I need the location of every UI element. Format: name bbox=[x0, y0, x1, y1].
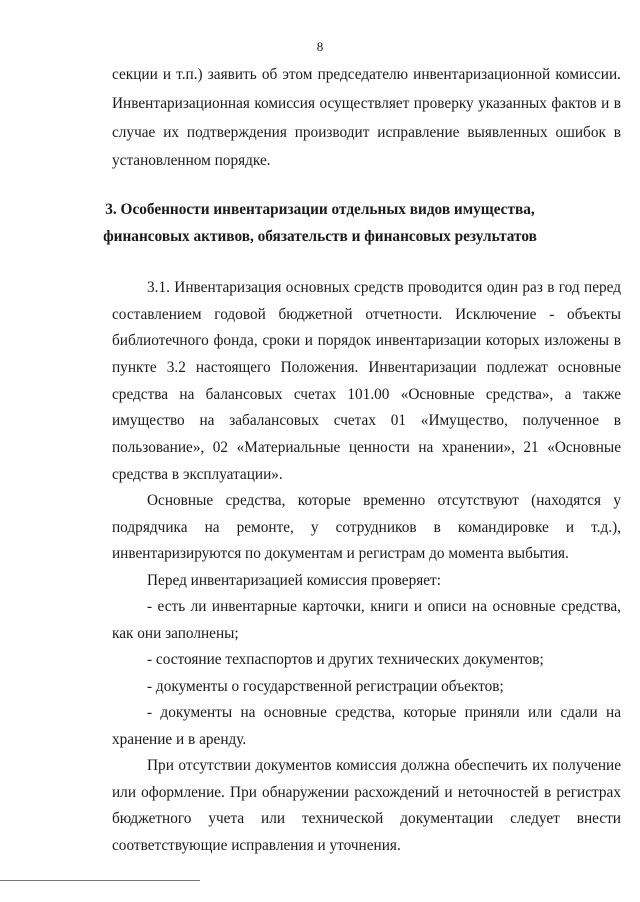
check-cards-line-1: - есть ли инвентарные карточки, книги и описи на основные средства, bbox=[147, 598, 621, 615]
section-3-1-line-6: имущество на забалансовых счетах 01 «Имущество, полученное в bbox=[112, 412, 621, 429]
section-heading-line-1: 3. Особенности инвентаризации отдельных видов имущества, bbox=[105, 201, 535, 218]
section-3-1-line-2: составлением годовой бюджетной отчетности. Исключение - объекты bbox=[112, 306, 621, 323]
section-3-1-line-5: средства на балансовых счетах 101.00 «Основные средства», а также bbox=[112, 386, 621, 403]
section-3-1-line-7: пользование», 02 «Материальные ценности на хранении», 21 «Основные bbox=[112, 439, 621, 456]
check-registration: - документы о государственной регистрации объектов; bbox=[147, 678, 504, 695]
check-storage-line-2: хранение и в аренду. bbox=[112, 731, 247, 748]
intro-line-1: секции и т.п.) заявить об этом председателю инвентаризационной комиссии. bbox=[112, 66, 621, 83]
missing-docs-line-2: или оформление. При обнаружении расхождений и неточностей в регистрах bbox=[112, 784, 621, 801]
checks-intro: Перед инвентаризацией комиссия проверяет: bbox=[147, 572, 441, 589]
intro-line-3: случае их подтверждения производит исправление выявленных ошибок в bbox=[112, 124, 621, 141]
section-3-1-line-8: средства в эксплуатации». bbox=[112, 466, 283, 483]
missing-docs-line-4: соответствующие исправления и уточнения. bbox=[112, 837, 401, 854]
missing-docs-line-3: бюджетного учета или технической документации следует внести bbox=[112, 810, 621, 827]
check-cards-line-2: как они заполнены; bbox=[112, 625, 239, 642]
missing-docs-line-1: При отсутствии документов комиссия должна обеспечить их получение bbox=[147, 757, 621, 774]
absent-assets-line-1: Основные средства, которые временно отсутствуют (находятся у bbox=[147, 492, 621, 509]
intro-line-2: Инвентаризационная комиссия осуществляет проверку указанных фактов и в bbox=[112, 95, 621, 112]
section-heading-line-2: финансовых активов, обязательств и финансовых результатов bbox=[103, 228, 537, 245]
section-3-1-line-3: библиотечного фонда, сроки и порядок инвентаризации которых изложены в bbox=[112, 332, 621, 349]
footer-rule bbox=[0, 880, 200, 881]
intro-line-4: установленном порядке. bbox=[112, 152, 271, 169]
check-tech-docs: - состояние техпаспортов и других технических документов; bbox=[147, 651, 544, 668]
section-3-1-line-4: пункте 3.2 настоящего Положения. Инвентаризации подлежат основные bbox=[112, 359, 621, 376]
section-3-1-line-1: 3.1. Инвентаризация основных средств проводится один раз в год перед bbox=[147, 279, 621, 296]
check-storage-line-1: - документы на основные средства, которые приняли или сдали на bbox=[147, 704, 621, 721]
page-number: 8 bbox=[316, 39, 324, 54]
absent-assets-line-3: инвентаризируются по документам и регистрам до момента выбытия. bbox=[112, 545, 569, 562]
absent-assets-line-2: подрядчика на ремонте, у сотрудников в командировке и т.д.), bbox=[112, 519, 621, 536]
